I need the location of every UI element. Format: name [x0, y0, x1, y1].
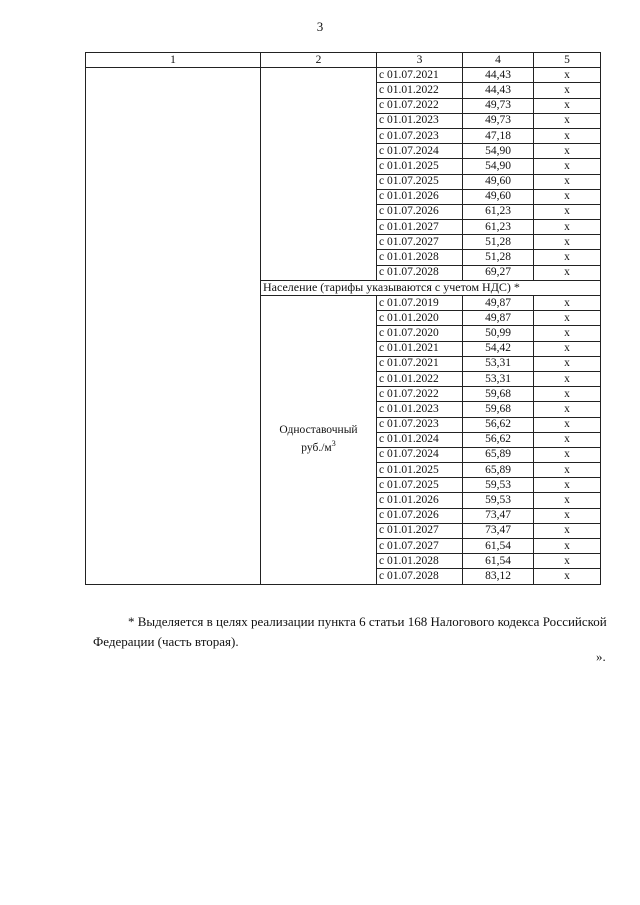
header-row [86, 53, 601, 68]
date-cell: с 01.07.2025 [377, 174, 463, 189]
column-5-cell: x [534, 174, 601, 189]
column-5-cell: x [534, 569, 601, 584]
date-cell: с 01.07.2028 [377, 569, 463, 584]
tariff-value-cell: 49,87 [463, 296, 534, 311]
tariff-value-cell: 61,54 [463, 554, 534, 569]
date-cell: с 01.07.2019 [377, 296, 463, 311]
header-cell: 5 [534, 53, 601, 68]
date-cell: с 01.01.2026 [377, 493, 463, 508]
column-5-cell: x [534, 554, 601, 569]
date-cell: с 01.01.2026 [377, 189, 463, 204]
tariff-value-cell: 49,73 [463, 113, 534, 128]
tariff-value-cell: 49,60 [463, 189, 534, 204]
tariff-value-cell: 59,53 [463, 493, 534, 508]
tariff-value-cell: 69,27 [463, 265, 534, 280]
column-5-cell: x [534, 402, 601, 417]
column-5-cell: x [534, 159, 601, 174]
column-5-cell: x [534, 463, 601, 478]
header-cell: 1 [86, 53, 261, 68]
column-5-cell: x [534, 265, 601, 280]
column-5-cell: x [534, 235, 601, 250]
rate-type-cell [261, 296, 377, 585]
column-5-cell: x [534, 523, 601, 538]
column-5-cell: x [534, 356, 601, 371]
date-cell: с 01.01.2027 [377, 523, 463, 538]
tariff-value-cell: 53,31 [463, 371, 534, 386]
date-cell: с 01.07.2024 [377, 144, 463, 159]
date-cell: с 01.07.2023 [377, 128, 463, 143]
tariff-value-cell: 56,62 [463, 432, 534, 447]
rate-unit: руб./м [301, 442, 332, 455]
date-cell: с 01.01.2028 [377, 554, 463, 569]
tariff-value-cell: 56,62 [463, 417, 534, 432]
column-5-cell: x [534, 113, 601, 128]
tariff-value-cell: 51,28 [463, 235, 534, 250]
tariff-value-cell: 59,68 [463, 387, 534, 402]
column-5-cell: x [534, 387, 601, 402]
tariff-value-cell: 44,43 [463, 68, 534, 83]
rate-label: Одноставочный [279, 424, 358, 437]
date-cell: с 01.07.2024 [377, 447, 463, 462]
date-cell: с 01.01.2022 [377, 371, 463, 386]
tariff-value-cell: 49,60 [463, 174, 534, 189]
column-5-cell: x [534, 432, 601, 447]
date-cell: с 01.01.2027 [377, 220, 463, 235]
tariff-value-cell: 49,87 [463, 311, 534, 326]
table-row [86, 68, 601, 83]
date-cell: с 01.07.2023 [377, 417, 463, 432]
date-cell: с 01.07.2021 [377, 356, 463, 371]
date-cell: с 01.01.2024 [377, 432, 463, 447]
column-2-empty-cell [261, 68, 377, 281]
date-cell: с 01.07.2027 [377, 235, 463, 250]
rate-unit-line [263, 437, 374, 455]
footnote: * Выделяется в целях реализации пункта 6 статьи 168 Налогового кодекса Российской Федерации (часть вторая). [93, 614, 607, 649]
column-5-cell: x [534, 447, 601, 462]
column-5-cell: x [534, 83, 601, 98]
column-5-cell: x [534, 311, 601, 326]
column-5-cell: x [534, 417, 601, 432]
date-cell: с 01.01.2022 [377, 83, 463, 98]
column-5-cell: x [534, 128, 601, 143]
date-cell: с 01.07.2021 [377, 68, 463, 83]
tariff-value-cell: 54,90 [463, 144, 534, 159]
tariff-value-cell: 54,42 [463, 341, 534, 356]
date-cell: с 01.01.2023 [377, 402, 463, 417]
tariff-value-cell: 61,54 [463, 539, 534, 554]
tariff-value-cell: 83,12 [463, 569, 534, 584]
tariff-table [85, 52, 601, 585]
header-cell: 3 [377, 53, 463, 68]
column-5-cell: x [534, 478, 601, 493]
tariff-value-cell: 73,47 [463, 523, 534, 538]
tariff-value-cell: 44,43 [463, 83, 534, 98]
page-number: 3 [316, 19, 324, 34]
column-5-cell: x [534, 493, 601, 508]
date-cell: с 01.07.2028 [377, 265, 463, 280]
tariff-value-cell: 61,23 [463, 220, 534, 235]
column-5-cell: x [534, 220, 601, 235]
column-5-cell: x [534, 250, 601, 265]
date-cell: с 01.07.2022 [377, 98, 463, 113]
tariff-value-cell: 51,28 [463, 250, 534, 265]
column-5-cell: x [534, 98, 601, 113]
date-cell: с 01.01.2021 [377, 341, 463, 356]
column-5-cell: x [534, 508, 601, 523]
tariff-value-cell: 47,18 [463, 128, 534, 143]
date-cell: с 01.07.2020 [377, 326, 463, 341]
tariff-value-cell: 54,90 [463, 159, 534, 174]
date-cell: с 01.01.2020 [377, 311, 463, 326]
column-5-cell: x [534, 371, 601, 386]
tariff-value-cell: 53,31 [463, 356, 534, 371]
date-cell: с 01.01.2023 [377, 113, 463, 128]
date-cell: с 01.01.2025 [377, 159, 463, 174]
tariff-value-cell: 59,68 [463, 402, 534, 417]
column-5-cell: x [534, 539, 601, 554]
column-5-cell: x [534, 326, 601, 341]
tariff-value-cell: 73,47 [463, 508, 534, 523]
date-cell: с 01.01.2028 [377, 250, 463, 265]
tariff-value-cell: 50,99 [463, 326, 534, 341]
date-cell: с 01.07.2026 [377, 204, 463, 219]
column-1-empty-cell [86, 68, 261, 584]
date-cell: с 01.07.2025 [377, 478, 463, 493]
closing-quote: ». [596, 649, 606, 664]
column-5-cell: x [534, 68, 601, 83]
tariff-value-cell: 61,23 [463, 204, 534, 219]
tariff-value-cell: 65,89 [463, 463, 534, 478]
section-title: Население (тарифы указываются с учетом НДС) * [261, 280, 601, 295]
column-5-cell: x [534, 341, 601, 356]
column-5-cell: x [534, 144, 601, 159]
date-cell: с 01.07.2022 [377, 387, 463, 402]
header-cell: 2 [261, 53, 377, 68]
column-5-cell: x [534, 204, 601, 219]
header-cell: 4 [463, 53, 534, 68]
column-5-cell: x [534, 296, 601, 311]
tariff-value-cell: 65,89 [463, 447, 534, 462]
column-5-cell: x [534, 189, 601, 204]
tariff-value-cell: 59,53 [463, 478, 534, 493]
rate-unit-superscript: 3 [331, 439, 336, 449]
tariff-value-cell: 49,73 [463, 98, 534, 113]
date-cell: с 01.07.2026 [377, 508, 463, 523]
date-cell: с 01.01.2025 [377, 463, 463, 478]
date-cell: с 01.07.2027 [377, 539, 463, 554]
